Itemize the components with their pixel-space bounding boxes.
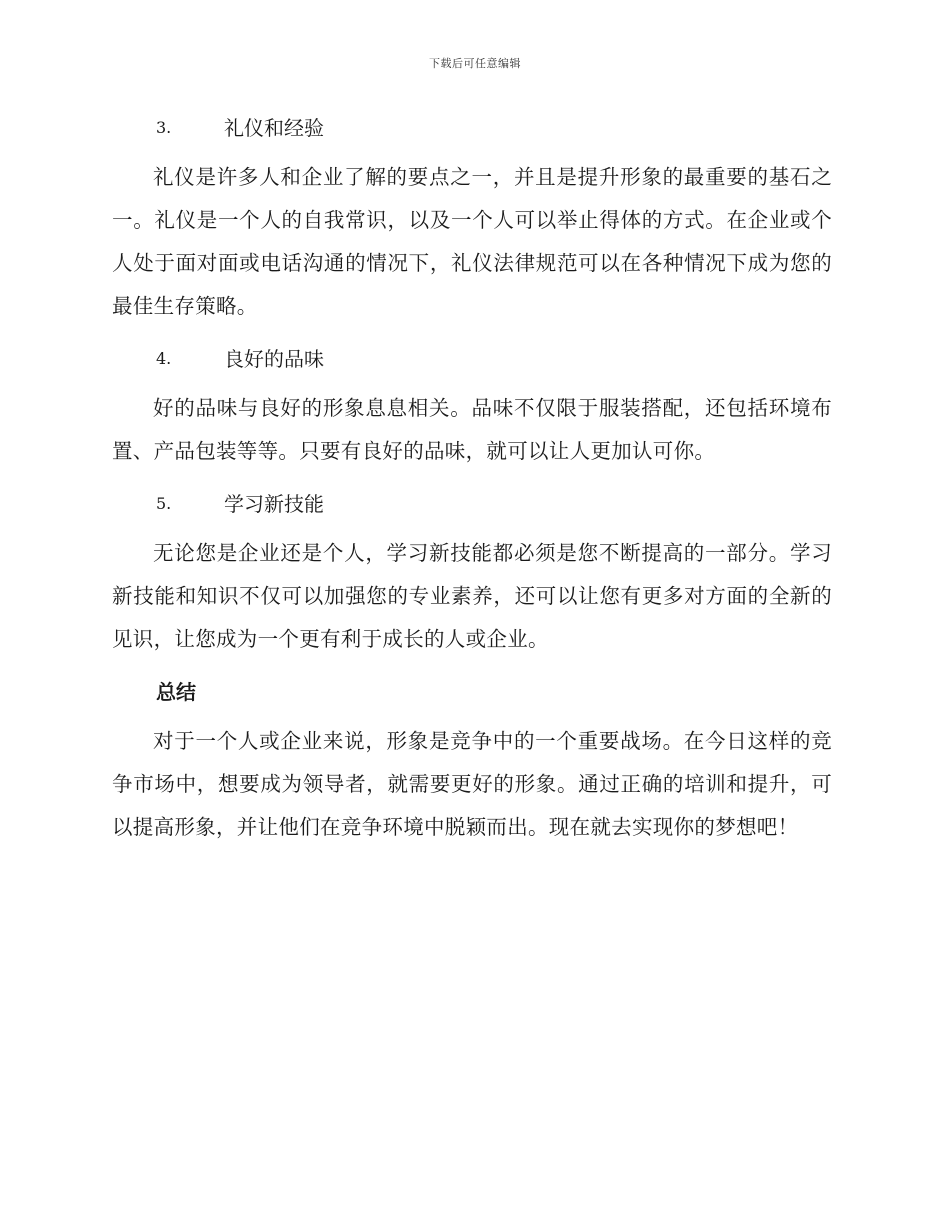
section-paragraph: 无论您是企业还是个人，学习新技能都必须是您不断提高的一部分。学习新技能和知识不仅可以加强您的专业素养，还可以让您有更多对方面的全新的见识，让您成为一个更有利于成长的人或企业。 — [112, 541, 832, 651]
document-content — [112, 108, 832, 860]
section-title: 学习新技能 — [224, 492, 324, 516]
section-number: 3. — [156, 118, 172, 137]
summary-paragraph: 对于一个人或企业来说，形象是竞争中的一个重要战场。在今日这样的竞争市场中，想要成为领导者，就需要更好的形象。通过正确的培训和提升，可以提高形象，并让他们在竞争环境中脱颖而出。现在就去实现你的梦想吧！ — [112, 729, 832, 839]
section-title: 良好的品味 — [224, 347, 324, 371]
section-number: 5. — [156, 494, 172, 513]
section-heading-3 — [112, 108, 832, 148]
section-paragraph: 好的品味与良好的形象息息相关。品味不仅限于服装搭配，还包括环境布置、产品包装等等。只要有良好的品味，就可以让人更加认可你。 — [112, 396, 832, 463]
summary-title: 总结 — [156, 680, 196, 704]
section-title: 礼仪和经验 — [224, 116, 324, 140]
section-number: 4. — [156, 349, 172, 368]
section-paragraph: 礼仪是许多人和企业了解的要点之一，并且是提升形象的最重要的基石之一。礼仪是一个人的自我常识，以及一个人可以举止得体的方式。在企业或个人处于面对面或电话沟通的情况下，礼仪法律规范可以在各种情况下成为您的最佳生存策略。 — [112, 165, 832, 318]
section-heading-5 — [112, 484, 832, 524]
section-heading-4 — [112, 339, 832, 379]
header-note: 下载后可任意编辑 — [429, 57, 521, 70]
